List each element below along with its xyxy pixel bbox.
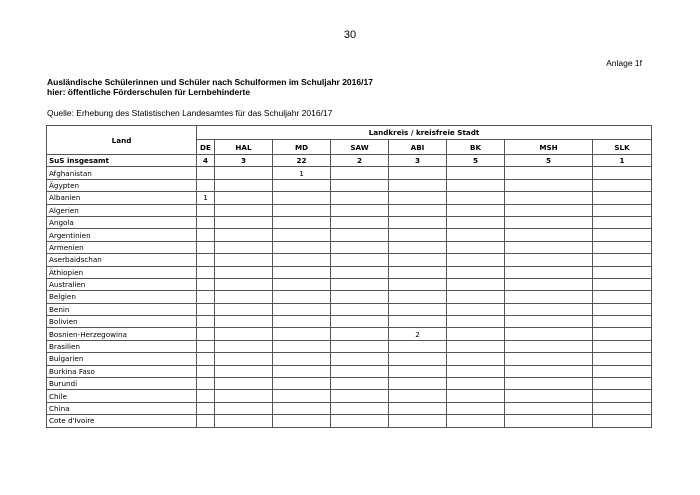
value-cell: [505, 229, 593, 241]
value-cell: [505, 278, 593, 290]
value-cell: [273, 278, 331, 290]
land-header: Land: [47, 126, 197, 155]
column-header-de: DE: [197, 140, 215, 155]
table-row: [47, 353, 652, 365]
value-cell: [505, 402, 593, 414]
value-cell: [215, 229, 273, 241]
land-cell: Australien: [47, 278, 197, 290]
value-cell: 22: [273, 155, 331, 167]
value-cell: 5: [505, 155, 593, 167]
value-cell: [447, 204, 505, 216]
value-cell: [593, 241, 652, 253]
value-cell: [331, 179, 389, 191]
value-cell: [273, 204, 331, 216]
value-cell: 4: [197, 155, 215, 167]
land-cell: Bulgarien: [47, 353, 197, 365]
table-row: [47, 204, 652, 216]
value-cell: [215, 266, 273, 278]
value-cell: [331, 378, 389, 390]
value-cell: [331, 415, 389, 427]
value-cell: [447, 216, 505, 228]
value-cell: [389, 204, 447, 216]
value-cell: [505, 291, 593, 303]
value-cell: [447, 291, 505, 303]
table-row: [47, 266, 652, 278]
value-cell: [389, 365, 447, 377]
source-note: Quelle: Erhebung des Statistischen Landesamtes für das Schuljahr 2016/17: [47, 108, 333, 118]
value-cell: [505, 216, 593, 228]
value-cell: [505, 254, 593, 266]
land-cell: Brasilien: [47, 340, 197, 352]
value-cell: [447, 390, 505, 402]
value-cell: [273, 378, 331, 390]
column-header-hal: HAL: [215, 140, 273, 155]
land-cell: China: [47, 402, 197, 414]
column-header-msh: MSH: [505, 140, 593, 155]
value-cell: [505, 365, 593, 377]
value-cell: [593, 316, 652, 328]
value-cell: [505, 316, 593, 328]
value-cell: [197, 254, 215, 266]
land-cell: Chile: [47, 390, 197, 402]
value-cell: [505, 340, 593, 352]
value-cell: [215, 278, 273, 290]
value-cell: [273, 303, 331, 315]
value-cell: 1: [197, 192, 215, 204]
value-cell: [197, 378, 215, 390]
value-cell: [505, 204, 593, 216]
value-cell: [505, 179, 593, 191]
value-cell: [505, 390, 593, 402]
table-row: [47, 340, 652, 352]
value-cell: [215, 316, 273, 328]
value-cell: [505, 378, 593, 390]
value-cell: [197, 241, 215, 253]
value-cell: [331, 216, 389, 228]
value-cell: [215, 402, 273, 414]
value-cell: [273, 229, 331, 241]
value-cell: [331, 167, 389, 179]
value-cell: [447, 179, 505, 191]
value-cell: [593, 353, 652, 365]
value-cell: [447, 378, 505, 390]
land-cell: Cote d'Ivoire: [47, 415, 197, 427]
value-cell: [447, 340, 505, 352]
value-cell: [389, 316, 447, 328]
land-cell: Äthiopien: [47, 266, 197, 278]
value-cell: [215, 167, 273, 179]
value-cell: [389, 340, 447, 352]
value-cell: [593, 266, 652, 278]
table-row: [47, 179, 652, 191]
value-cell: 5: [447, 155, 505, 167]
total-row: [47, 155, 652, 167]
value-cell: [331, 390, 389, 402]
table-row: [47, 254, 652, 266]
value-cell: [197, 328, 215, 340]
value-cell: [197, 216, 215, 228]
value-cell: [389, 303, 447, 315]
value-cell: [215, 328, 273, 340]
land-cell: Benin: [47, 303, 197, 315]
value-cell: [331, 328, 389, 340]
value-cell: [215, 216, 273, 228]
value-cell: [215, 415, 273, 427]
value-cell: [215, 353, 273, 365]
value-cell: [331, 241, 389, 253]
land-cell: Aserbaidschan: [47, 254, 197, 266]
title-line-2: hier: öffentliche Förderschulen für Lernbehinderte: [47, 87, 251, 97]
value-cell: [389, 179, 447, 191]
table-row: [47, 415, 652, 427]
table-row: [47, 216, 652, 228]
value-cell: [215, 192, 273, 204]
value-cell: [331, 291, 389, 303]
value-cell: [447, 167, 505, 179]
value-cell: 2: [389, 328, 447, 340]
value-cell: [331, 365, 389, 377]
value-cell: [389, 378, 447, 390]
value-cell: [273, 192, 331, 204]
value-cell: [331, 192, 389, 204]
value-cell: [447, 241, 505, 253]
value-cell: [389, 278, 447, 290]
value-cell: [389, 266, 447, 278]
value-cell: [593, 328, 652, 340]
value-cell: [389, 353, 447, 365]
land-cell: Burundi: [47, 378, 197, 390]
value-cell: [447, 328, 505, 340]
value-cell: [273, 291, 331, 303]
value-cell: [331, 278, 389, 290]
value-cell: [447, 254, 505, 266]
value-cell: [215, 254, 273, 266]
column-header-md: MD: [273, 140, 331, 155]
value-cell: [331, 254, 389, 266]
value-cell: [197, 340, 215, 352]
value-cell: [447, 303, 505, 315]
value-cell: 1: [273, 167, 331, 179]
value-cell: 3: [389, 155, 447, 167]
value-cell: [273, 402, 331, 414]
value-cell: [593, 365, 652, 377]
land-cell: Belgien: [47, 291, 197, 303]
value-cell: [593, 179, 652, 191]
table-row: [47, 241, 652, 253]
value-cell: [593, 303, 652, 315]
value-cell: [447, 278, 505, 290]
value-cell: [593, 340, 652, 352]
value-cell: [331, 402, 389, 414]
value-cell: [215, 390, 273, 402]
value-cell: [331, 353, 389, 365]
land-cell: Bosnien-Herzegowina: [47, 328, 197, 340]
value-cell: [197, 390, 215, 402]
value-cell: [447, 415, 505, 427]
header-row-1: [47, 126, 652, 140]
value-cell: [331, 303, 389, 315]
value-cell: [389, 254, 447, 266]
value-cell: [505, 167, 593, 179]
value-cell: [447, 353, 505, 365]
land-cell: Albanien: [47, 192, 197, 204]
column-header-saw: SAW: [331, 140, 389, 155]
value-cell: [593, 415, 652, 427]
value-cell: [197, 415, 215, 427]
value-cell: [197, 291, 215, 303]
value-cell: [331, 266, 389, 278]
title-line-1: Ausländische Schülerinnen und Schüler nach Schulformen im Schuljahr 2016/17: [47, 77, 373, 87]
value-cell: [197, 303, 215, 315]
table-row: [47, 167, 652, 179]
land-cell: Ägypten: [47, 179, 197, 191]
value-cell: [273, 390, 331, 402]
value-cell: [389, 167, 447, 179]
value-cell: [505, 303, 593, 315]
value-cell: [389, 241, 447, 253]
land-cell: Armenien: [47, 241, 197, 253]
value-cell: [389, 192, 447, 204]
value-cell: [331, 204, 389, 216]
value-cell: [593, 291, 652, 303]
value-cell: [197, 167, 215, 179]
table-row: [47, 390, 652, 402]
table-row: [47, 378, 652, 390]
value-cell: [197, 316, 215, 328]
value-cell: [273, 216, 331, 228]
value-cell: [273, 415, 331, 427]
column-header-bk: BK: [447, 140, 505, 155]
annex-label: Anlage 1f: [606, 58, 642, 68]
land-cell: SuS insgesamt: [47, 155, 197, 167]
table-row: [47, 328, 652, 340]
table-row: [47, 229, 652, 241]
value-cell: [197, 353, 215, 365]
value-cell: [505, 328, 593, 340]
group-header: Landkreis / kreisfreie Stadt: [197, 126, 652, 140]
value-cell: [331, 229, 389, 241]
value-cell: [273, 365, 331, 377]
table-body: [47, 155, 652, 428]
value-cell: [505, 415, 593, 427]
land-cell: Bolivien: [47, 316, 197, 328]
table-row: [47, 365, 652, 377]
value-cell: [273, 328, 331, 340]
table-row: [47, 316, 652, 328]
table-row: [47, 291, 652, 303]
value-cell: [505, 266, 593, 278]
value-cell: [273, 254, 331, 266]
land-cell: Argentinien: [47, 229, 197, 241]
land-cell: Algerien: [47, 204, 197, 216]
value-cell: [215, 241, 273, 253]
value-cell: [389, 229, 447, 241]
value-cell: [331, 316, 389, 328]
value-cell: [593, 204, 652, 216]
value-cell: [215, 340, 273, 352]
table-row: [47, 192, 652, 204]
value-cell: 2: [331, 155, 389, 167]
land-cell: Burkina Faso: [47, 365, 197, 377]
value-cell: [593, 192, 652, 204]
value-cell: [197, 204, 215, 216]
page-number: 30: [343, 29, 357, 41]
statistics-table: [46, 125, 652, 428]
document-title: [47, 77, 373, 97]
value-cell: [389, 216, 447, 228]
value-cell: [593, 167, 652, 179]
value-cell: [593, 229, 652, 241]
column-header-slk: SLK: [593, 140, 652, 155]
value-cell: [389, 402, 447, 414]
table-row: [47, 278, 652, 290]
value-cell: [215, 303, 273, 315]
value-cell: [447, 365, 505, 377]
value-cell: [197, 402, 215, 414]
value-cell: [197, 179, 215, 191]
value-cell: [505, 353, 593, 365]
table-row: [47, 303, 652, 315]
value-cell: [447, 192, 505, 204]
land-cell: Afghanistan: [47, 167, 197, 179]
value-cell: [447, 266, 505, 278]
value-cell: [273, 353, 331, 365]
value-cell: [593, 254, 652, 266]
value-cell: [447, 229, 505, 241]
value-cell: [273, 179, 331, 191]
value-cell: [331, 340, 389, 352]
value-cell: [593, 278, 652, 290]
value-cell: [389, 415, 447, 427]
value-cell: [215, 378, 273, 390]
table-row: [47, 402, 652, 414]
value-cell: [215, 204, 273, 216]
value-cell: [215, 365, 273, 377]
value-cell: [593, 402, 652, 414]
value-cell: [447, 316, 505, 328]
value-cell: 1: [593, 155, 652, 167]
value-cell: [273, 316, 331, 328]
value-cell: [593, 390, 652, 402]
value-cell: [273, 241, 331, 253]
value-cell: [197, 229, 215, 241]
value-cell: [215, 291, 273, 303]
land-cell: Angola: [47, 216, 197, 228]
value-cell: [389, 390, 447, 402]
column-header-abi: ABI: [389, 140, 447, 155]
value-cell: [593, 378, 652, 390]
value-cell: [273, 340, 331, 352]
value-cell: [215, 179, 273, 191]
value-cell: [197, 365, 215, 377]
value-cell: [389, 291, 447, 303]
value-cell: [197, 266, 215, 278]
value-cell: [593, 216, 652, 228]
value-cell: [273, 266, 331, 278]
value-cell: 3: [215, 155, 273, 167]
value-cell: [505, 192, 593, 204]
value-cell: [447, 402, 505, 414]
value-cell: [505, 241, 593, 253]
value-cell: [197, 278, 215, 290]
